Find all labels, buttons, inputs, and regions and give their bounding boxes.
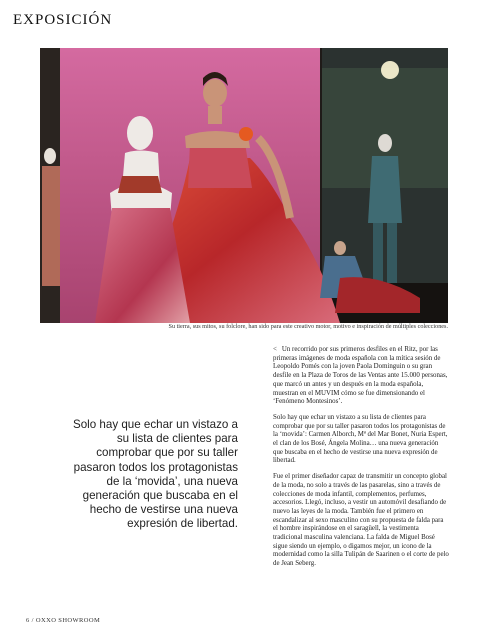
paragraph-3: Fue el primer diseñador capaz de transmitir un concepto global de la moda, no solo a través de las pasarelas, sino a través de colecciones de moda infantil, complementos, perfumes, accesorios. Llegó, incluso, a vestir un automóvil desafiando de nuevo las leyes de la moda. También fue el primero en escandalizar al sexo masculino con su propuesta de falda para el hombre inspirándose en el saragüell, la vestimenta tradicional masculina valenciana. La falda de Miguel Bosé sigue siendo un ejemplo, o digamos mejor, un icono de la modernidad como la silla Tulipán de Saarinen o el corte de pelo de Jean Seberg. — [273, 473, 449, 568]
page-folio: 6 / OXXO SHOWROOM — [26, 617, 101, 624]
pull-quote: Solo hay que echar un vistazo a su lista de clientes para comprobar que por su taller pasaron todos los protagonistas de la ‘movida’, una nueva generación que buscaba en el hecho de vestirse una nueva expresión de libertad. — [73, 418, 238, 531]
body-text — [273, 346, 449, 576]
paragraph-1: < Un recorrido por sus primeros desfiles en el Ritz, por las primeras imágenes de moda española con la mítica sesión de Leopoldo Pomés con la joven Paola Dominguin o su gran desfile en la Plaza de Toros de las Ventas ante 15.000 personas, que marcó un antes y un después en la moda española, muestran en el MUVIM cómo se fue dimensionando el ‘Fenómeno Montesinos’. — [273, 346, 448, 406]
paragraph-2: Solo hay que echar un vistazo a su lista de clientes para comprobar que por su taller pasaron todos los protagonistas de la ‘movida’: Carmen Alborch, Mª del Mar Bonet, Nuria Espert, el clan de los Bosé, Ángela Molina… una nueva generación que buscaba en el hecho de vestirse una nueva expresión de libertad. — [273, 413, 448, 465]
photo-caption: Su tierra, sus mitos, su folclore, han sido para este creativo motor, motivo e inspiración de múltiples colecciones. — [168, 323, 448, 330]
section-title: EXPOSICIÓN — [13, 12, 113, 28]
teal-suit — [368, 156, 402, 223]
arrow-icon: < — [273, 346, 277, 353]
exhibition-photo — [40, 48, 448, 323]
mannequin-head — [127, 116, 153, 150]
